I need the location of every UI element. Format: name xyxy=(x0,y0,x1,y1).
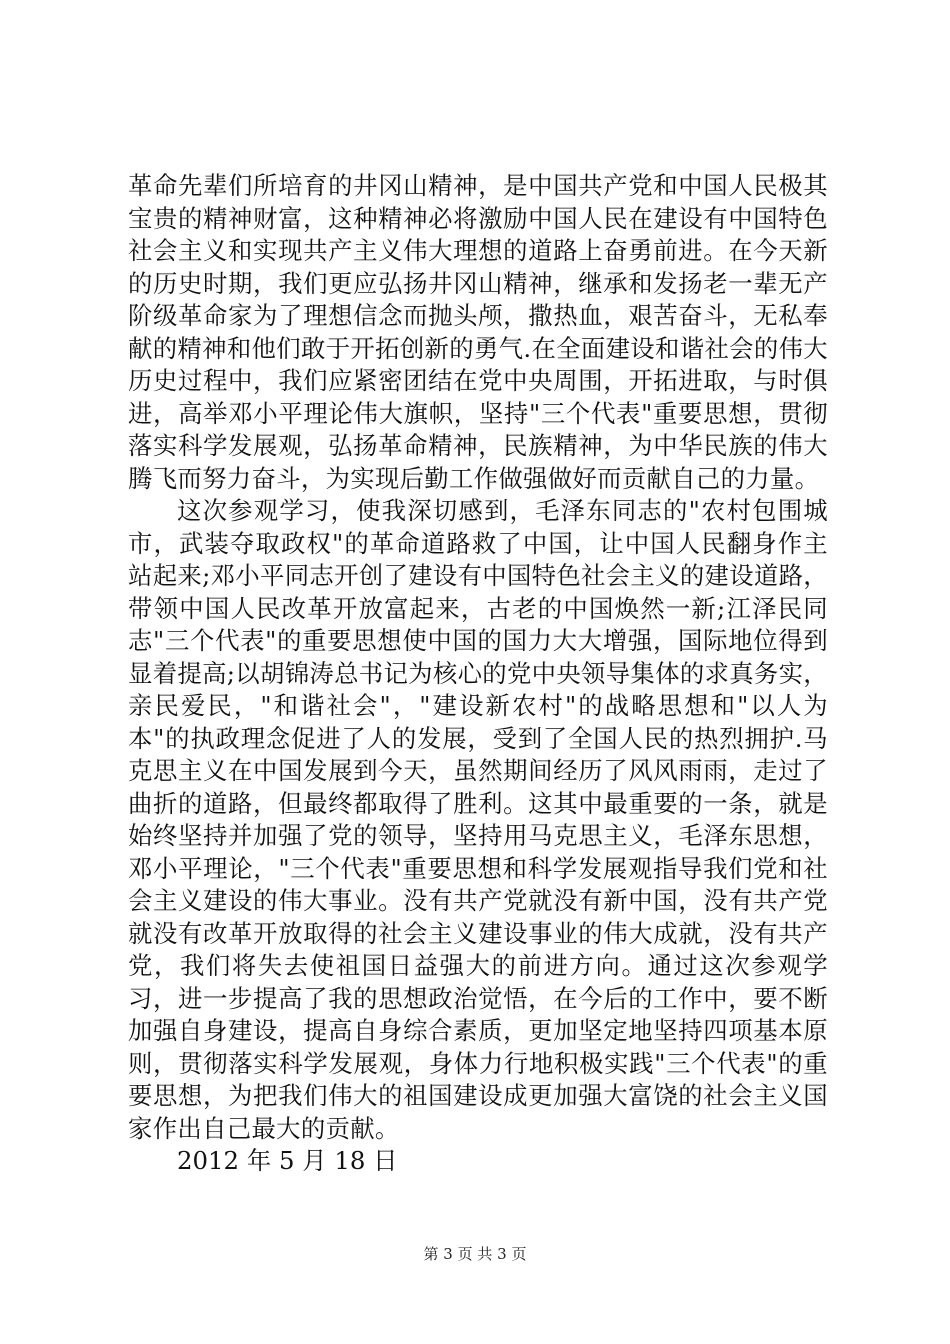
paragraph-2: 这次参观学习，使我深切感到，毛泽东同志的"农村包围城市，武装夺取政权"的革命道路救了中国，让中国人民翻身作主站起来;邓小平同志开创了建设有中国特色社会主义的建设道路，带领中国人民改革开放富起来，古老的中国焕然一新;江泽民同志"三个代表"的重要思想使中国的国力大大增强，国际地位得到显着提高;以胡锦涛总书记为核心的党中央领导集体的求真务实，亲民爱民，"和谐社会"，"建设新农村"的战略思想和"以人为本"的执政理念促进了人的发展，受到了全国人民的热烈拥护.马克思主义在中国发展到今天，虽然期间经历了风风雨雨，走过了曲折的道路，但最终都取得了胜利。这其中最重要的一条，就是始终坚持并加强了党的领导，坚持用马克思主义，毛泽东思想，邓小平理论，"三个代表"重要思想和科学发展观指导我们党和社会主义建设的伟大事业。没有共产党就没有新中国，没有共产党就没有改革开放取得的社会主义建设事业的伟大成就，没有共产党，我们将失去使祖国日益强大的前进方向。通过这次参观学习，进一步提高了我的思想政治觉悟，在今后的工作中，要不断加强自身建设，提高自身综合素质，更加坚定地坚持四项基本原则，贯彻落实科学发展观，身体力行地积极实践"三个代表"的重要思想，为把我们伟大的祖国建设成更加强大富饶的社会主义国家作出自己最大的贡献。 xyxy=(128,496,828,1143)
paragraph-1: 革命先辈们所培育的井冈山精神，是中国共产党和中国人民极其宝贵的精神财富，这种精神必将激励中国人民在建设有中国特色社会主义和实现共产主义伟大理想的道路上奋勇前进。在今天新的历史时期，我们更应弘扬井冈山精神，继承和发扬老一辈无产阶级革命家为了理想信念而抛头颅，撒热血，艰苦奋斗，无私奉献的精神和他们敢于开拓创新的勇气.在全面建设和谐社会的伟大历史过程中，我们应紧密团结在党中央周围，开拓进取，与时俱进，高举邓小平理论伟大旗帜，坚持"三个代表"重要思想，贯彻落实科学发展观，弘扬革命精神，民族精神，为中华民族的伟大腾飞而努力奋斗，为实现后勤工作做强做好而贡献自己的力量。 xyxy=(128,171,828,493)
document-date: 2012 年 5 月 18 日 xyxy=(177,1146,398,1175)
page-footer: 第 3 页 共 3 页 xyxy=(423,1245,527,1263)
document-body xyxy=(128,170,828,1178)
